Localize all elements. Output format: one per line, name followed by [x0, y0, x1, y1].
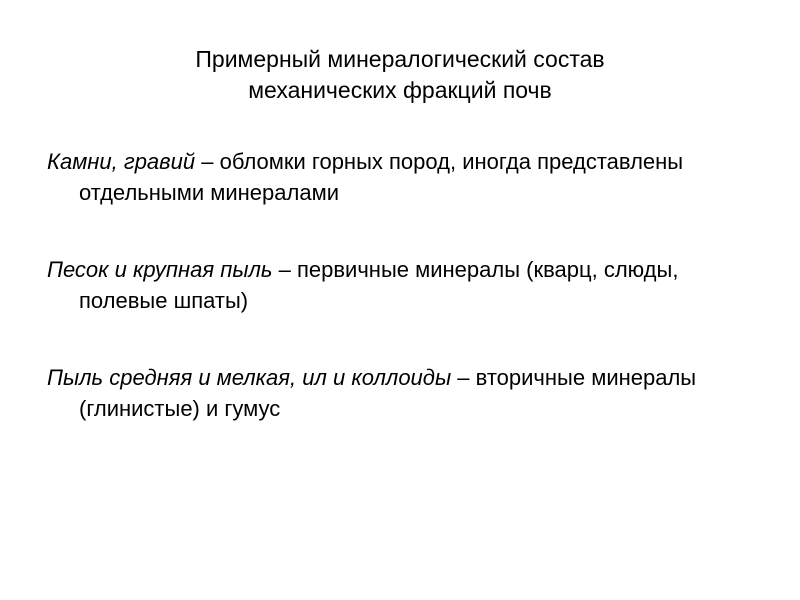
slide-title	[0, 44, 800, 106]
fraction-term: Пыль средняя и мелкая, ил и коллоиды	[47, 365, 452, 390]
slide-title-line-2: механических фракций почв	[248, 77, 552, 103]
fraction-description: обломки горных пород, иногда представлены отдельными минералами	[79, 149, 684, 205]
fraction-description: первичные минералы (кварц, слюды, полевые шпаты)	[79, 257, 679, 313]
fraction-description: вторичные минералы (глинистые) и гумус	[79, 365, 697, 421]
fraction-term: Песок и крупная пыль	[47, 257, 273, 282]
fraction-term: Камни, гравий	[47, 149, 196, 174]
fraction-list	[47, 146, 757, 470]
slide-title-line-1: Примерный минералогический состав	[195, 46, 605, 72]
term-separator: –	[272, 257, 297, 282]
list-item	[47, 146, 757, 208]
term-separator: –	[195, 149, 220, 174]
list-item	[47, 254, 757, 316]
term-separator: –	[451, 365, 476, 390]
list-item	[47, 362, 757, 424]
